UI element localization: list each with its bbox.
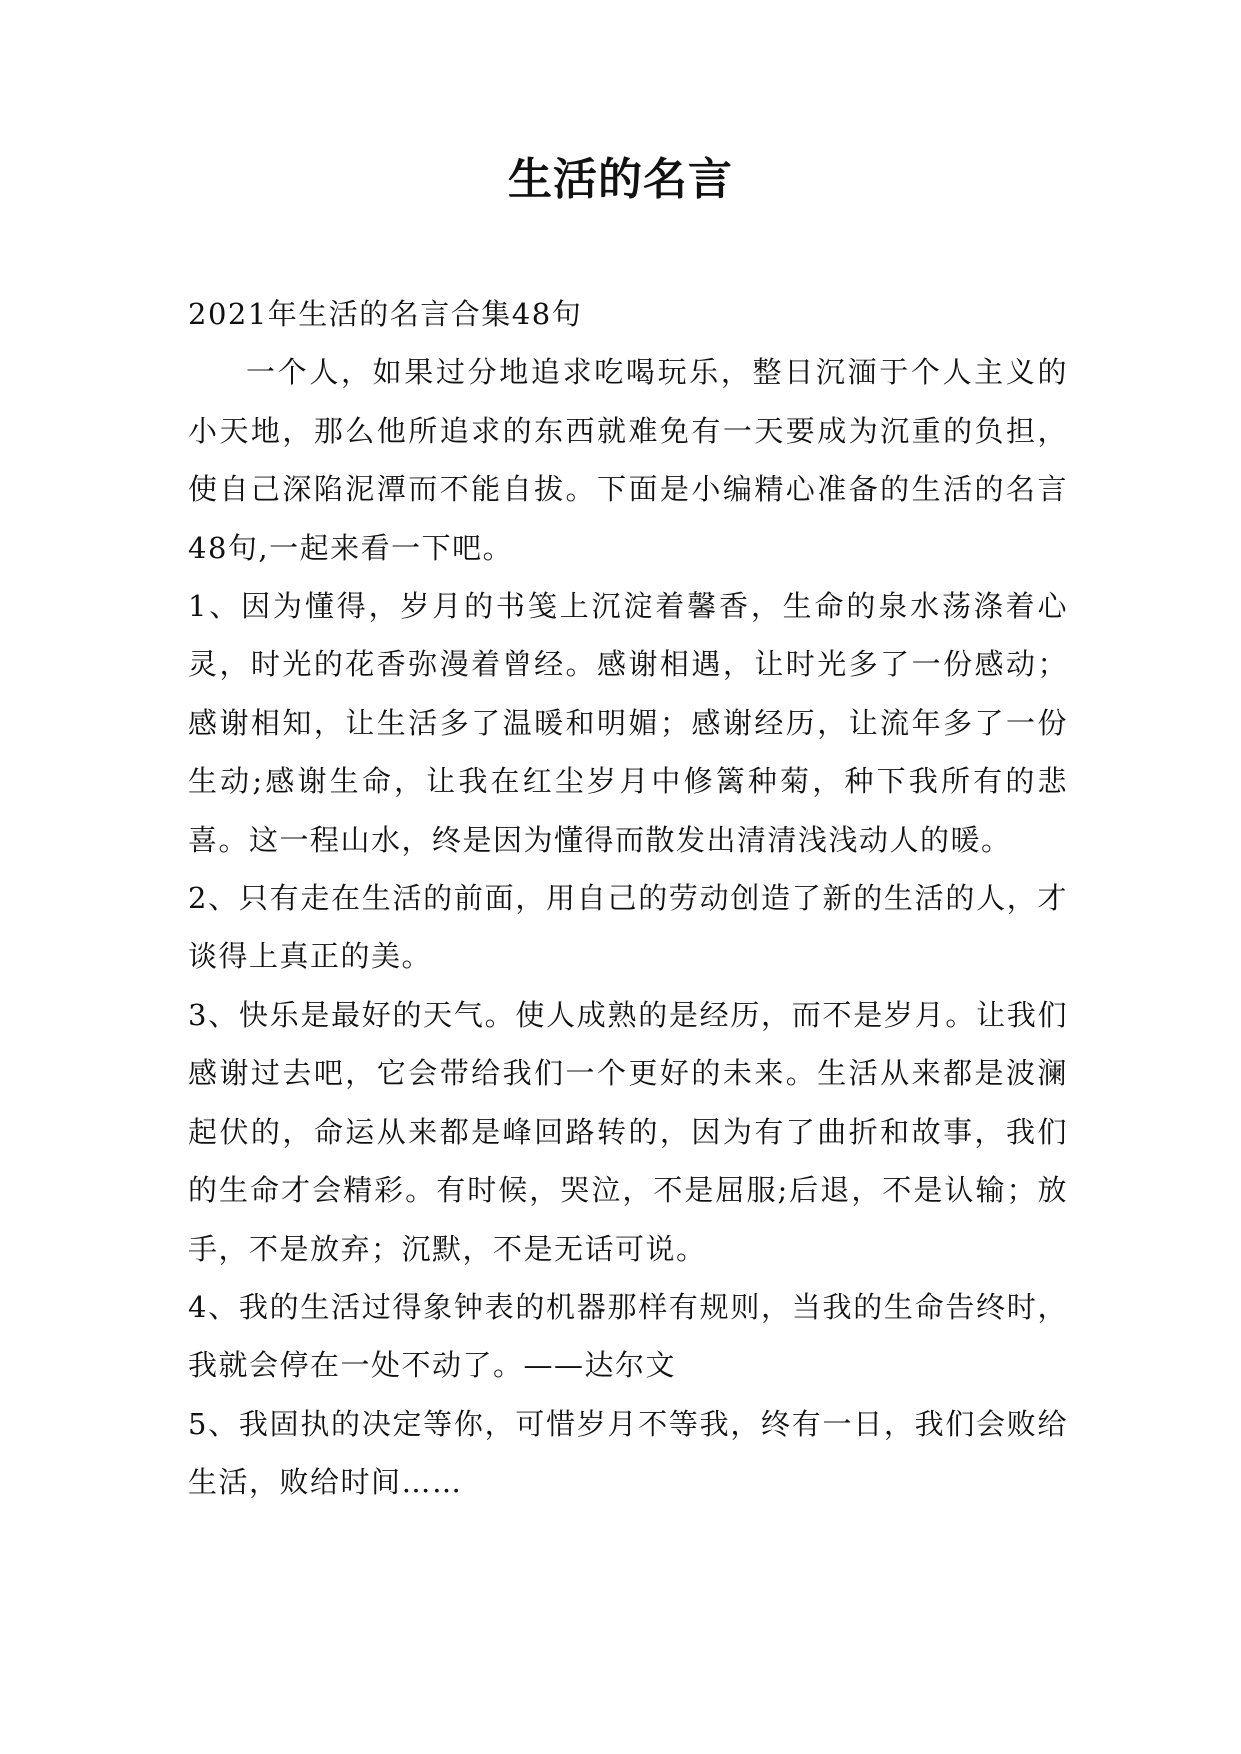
quote-item-1: 1、因为懂得，岁月的书笺上沉淀着馨香，生命的泉水荡涤着心灵，时光的花香弥漫着曾经。感谢相遇，让时光多了一份感动；感谢相知，让生活多了温暖和明媚；感谢经历，让流年多了一份生动;感谢生命，让我在红尘岁月中修篱种菊，种下我所有的悲喜。这一程山水，终是因为懂得而散发出清清浅浅动人的暖。 (188, 589, 1068, 857)
quote-item-3: 3、快乐是最好的天气。使人成熟的是经历，而不是岁月。让我们感谢过去吧，它会带给我们一个更好的未来。生活从来都是波澜起伏的，命运从来都是峰回路转的，因为有了曲折和故事，我们的生命才会精彩。有时候，哭泣，不是屈服;后退，不是认输；放手，不是放弃；沉默，不是无话可说。 (188, 997, 1068, 1266)
document-subtitle: 2021年生活的名言合集48句 (188, 297, 583, 331)
intro-paragraph: 一个人，如果过分地追求吃喝玩乐，整日沉湎于个人主义的小天地，那么他所追求的东西就难免有一天要成为沉重的负担，使自己深陷泥潭而不能自拔。下面是小编精心准备的生活的名言48句,一起来看一下吧。 (188, 355, 1068, 565)
quote-item-2: 2、只有走在生活的前面，用自己的劳动创造了新的生活的人，才谈得上真正的美。 (188, 881, 1068, 974)
quote-item-4: 4、我的生活过得象钟表的机器那样有规则，当我的生命告终时，我就会停在一处不动了。——达尔文 (188, 1289, 1068, 1383)
quote-item-5: 5、我固执的决定等你，可惜岁月不等我，终有一日，我们会败给生活，败给时间…… (188, 1406, 1068, 1500)
document-title: 生活的名言 (508, 154, 733, 205)
document-body (188, 285, 1068, 1512)
